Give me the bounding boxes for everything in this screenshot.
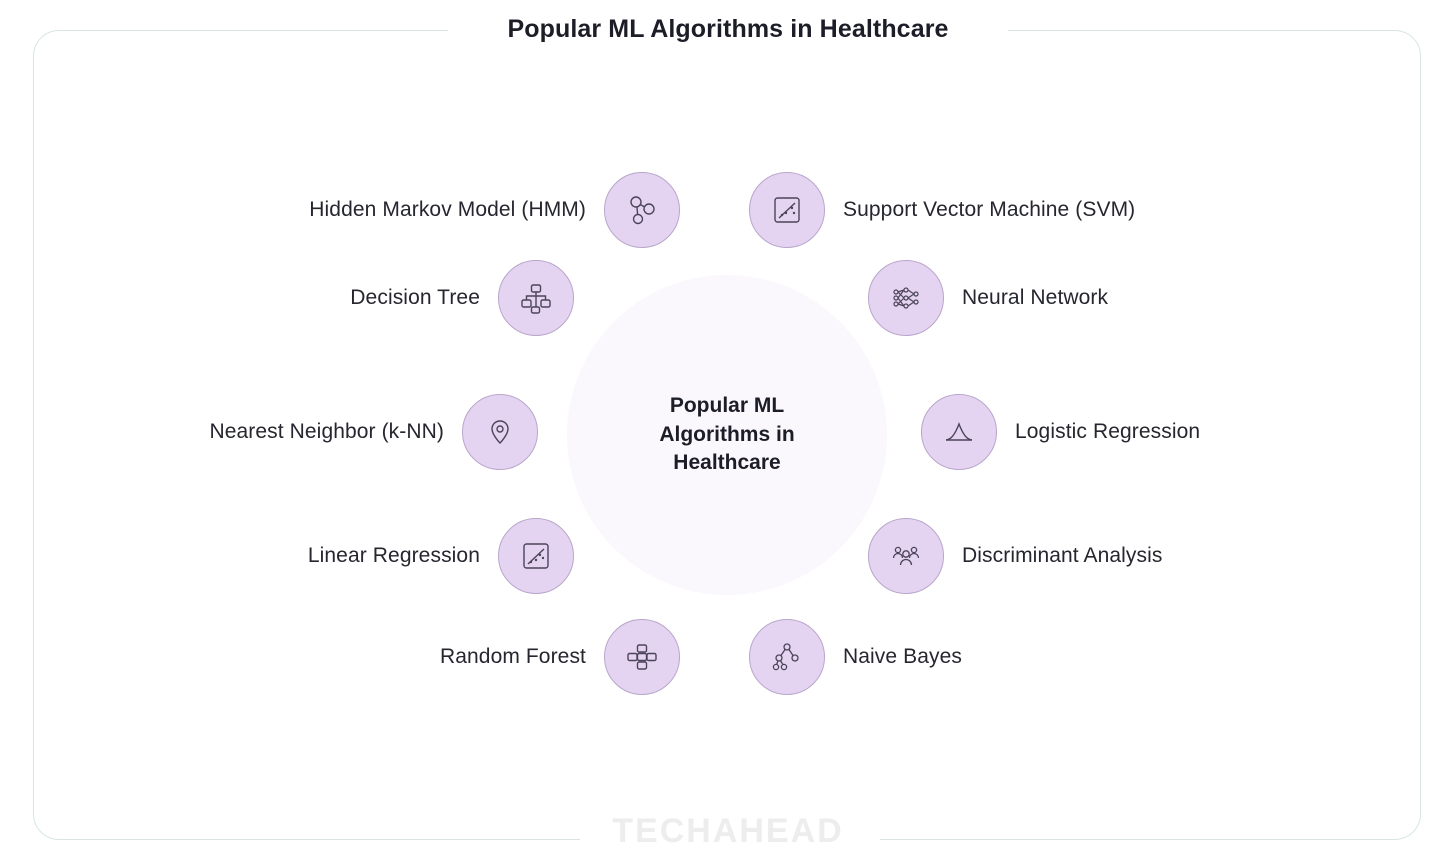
bell-curve-icon	[921, 394, 997, 470]
neural-network-icon	[868, 260, 944, 336]
center-hub-line3: Healthcare	[673, 451, 781, 475]
center-hub-text	[622, 392, 832, 479]
node-label-discriminant-analysis: Discriminant Analysis	[962, 544, 1163, 567]
forest-cluster-icon	[604, 619, 680, 695]
decision-tree-icon	[498, 260, 574, 336]
people-group-icon	[868, 518, 944, 594]
node-linear-regression[interactable]	[120, 518, 574, 594]
scatter-trendline-icon	[498, 518, 574, 594]
node-label-nearest-neighbor: Nearest Neighbor (k-NN)	[209, 420, 444, 443]
page-title: Popular ML Algorithms in Healthcare	[507, 15, 949, 43]
node-random-forest[interactable]	[120, 619, 680, 695]
node-label-hidden-markov-model: Hidden Markov Model (HMM)	[309, 198, 586, 221]
bayes-tree-icon	[749, 619, 825, 695]
node-label-linear-regression: Linear Regression	[307, 544, 480, 567]
center-hub-line2: Algorithms in	[659, 422, 795, 446]
node-hidden-markov-model[interactable]	[120, 172, 680, 248]
node-neural-network[interactable]	[868, 260, 1328, 336]
scatter-margin-icon	[749, 172, 825, 248]
node-label-logistic-regression: Logistic Regression	[1015, 420, 1201, 443]
node-support-vector-machine[interactable]	[749, 172, 1309, 248]
center-hub-line1: Popular ML	[669, 393, 785, 417]
brand-watermark: TECHAHEAD	[612, 812, 844, 850]
node-decision-tree[interactable]	[120, 260, 574, 336]
node-label-support-vector-machine: Support Vector Machine (SVM)	[843, 198, 1136, 221]
node-label-random-forest: Random Forest	[439, 645, 586, 668]
node-discriminant-analysis[interactable]	[868, 518, 1328, 594]
node-naive-bayes[interactable]	[749, 619, 1209, 695]
node-label-neural-network: Neural Network	[962, 286, 1109, 309]
node-label-naive-bayes: Naive Bayes	[843, 645, 962, 668]
node-logistic-regression[interactable]	[921, 394, 1381, 470]
center-hub	[567, 275, 887, 595]
location-pin-icon	[462, 394, 538, 470]
node-label-decision-tree: Decision Tree	[350, 286, 480, 309]
node-nearest-neighbor[interactable]	[80, 394, 538, 470]
graph-nodes-icon	[604, 172, 680, 248]
